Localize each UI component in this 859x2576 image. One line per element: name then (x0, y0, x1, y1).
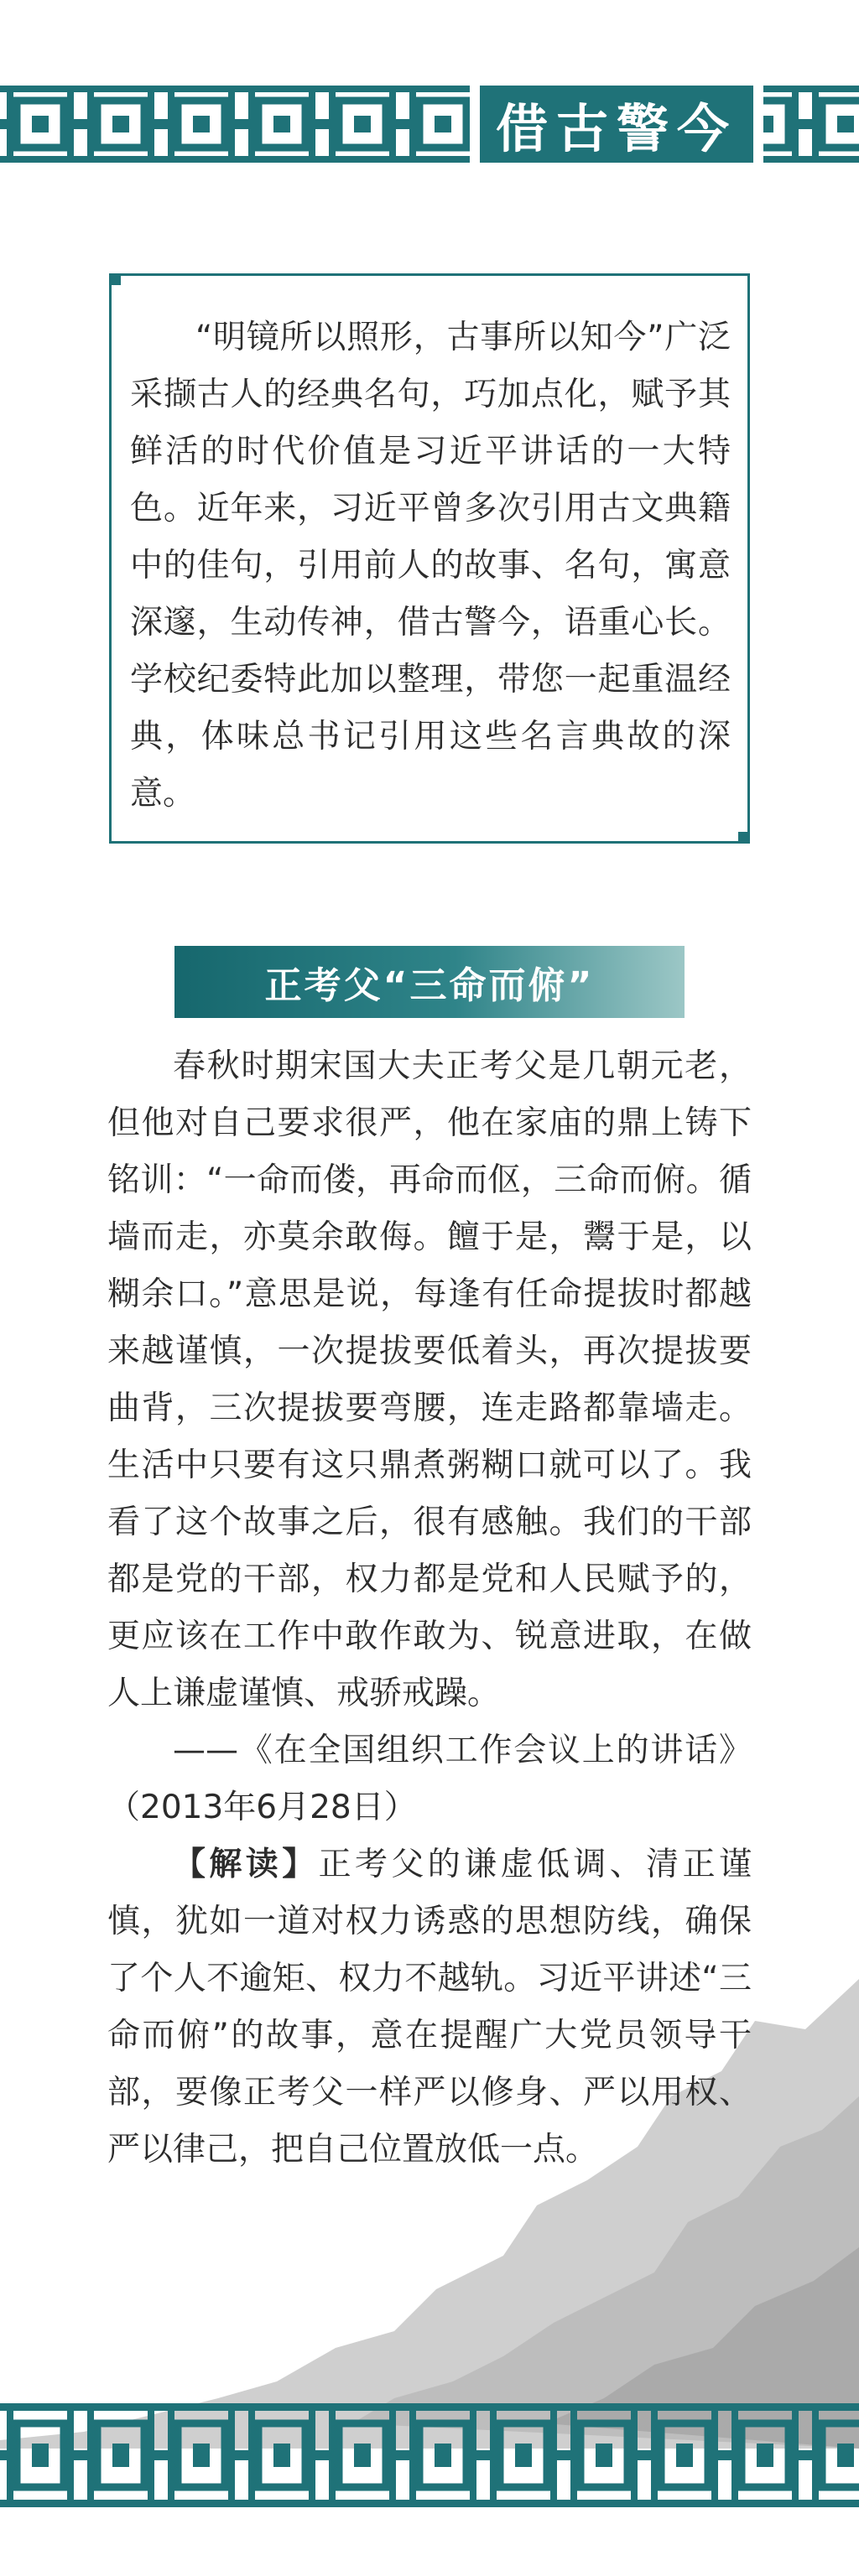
interpretation-label: 【解读】 (173, 1846, 319, 1883)
section-heading: 正考父“三命而俯” (174, 946, 685, 1018)
story-paragraph: 春秋时期宋国大夫正考父是几朝元老，但他对自己要求很严，他在家庙的鼎上铸下铭训：“一命而偻，再命而伛，三命而俯。循墙而走，亦莫余敢侮。饘于是，鬻于是，以糊余口。”意思是说，每逢有任命提拔时都越来越谨慎，一次提拔要低着头，再次提拔要曲背，三次提拔要弯腰，连走路都靠墙走。生活中只要有这只鼎煮粥糊口就可以了。我看了这个故事之后，很有感触。我们的干部都是党的干部，权力都是党和人民赋予的，更应该在工作中敢作敢为、锐意进取，在做人上谦虚谨慎、戒骄戒躁。 (107, 1047, 752, 1712)
article-body (107, 1038, 752, 2179)
source-citation: ——《在全国组织工作会议上的讲话》（2013年6月28日） (107, 1732, 752, 1826)
interpretation-paragraph (107, 1836, 752, 2179)
interpretation-text: 正考父的谦虚低调、清正谨慎，犹如一道对权力诱惑的思想防线，确保了个人不逾矩、权力不越轨。习近平讲述“三命而俯”的故事，意在提醒广大党员领导干部，要像正考父一样严以修身、严以用权、严以律己，把自己位置放低一点。 (107, 1846, 752, 2168)
header-title-plaque (470, 77, 763, 171)
intro-box (109, 273, 750, 844)
corner-marker (738, 832, 750, 844)
intro-text: “明镜所以照形，古事所以知今”广泛采撷古人的经典名句，巧加点化，赋予其鲜活的时代价值是习近平讲话的一大特色。近年来，习近平曾多次引用古文典籍中的佳句，引用前人的故事、名句，寓意深邃，生动传神，借古警今，语重心长。学校纪委特此加以整理，带您一起重温经典，体味总书记引用这些名言典故的深意。 (130, 319, 731, 813)
bottom-lattice-border (0, 2397, 859, 2514)
page-title: 借古警今 (480, 86, 753, 163)
corner-marker (109, 273, 121, 285)
